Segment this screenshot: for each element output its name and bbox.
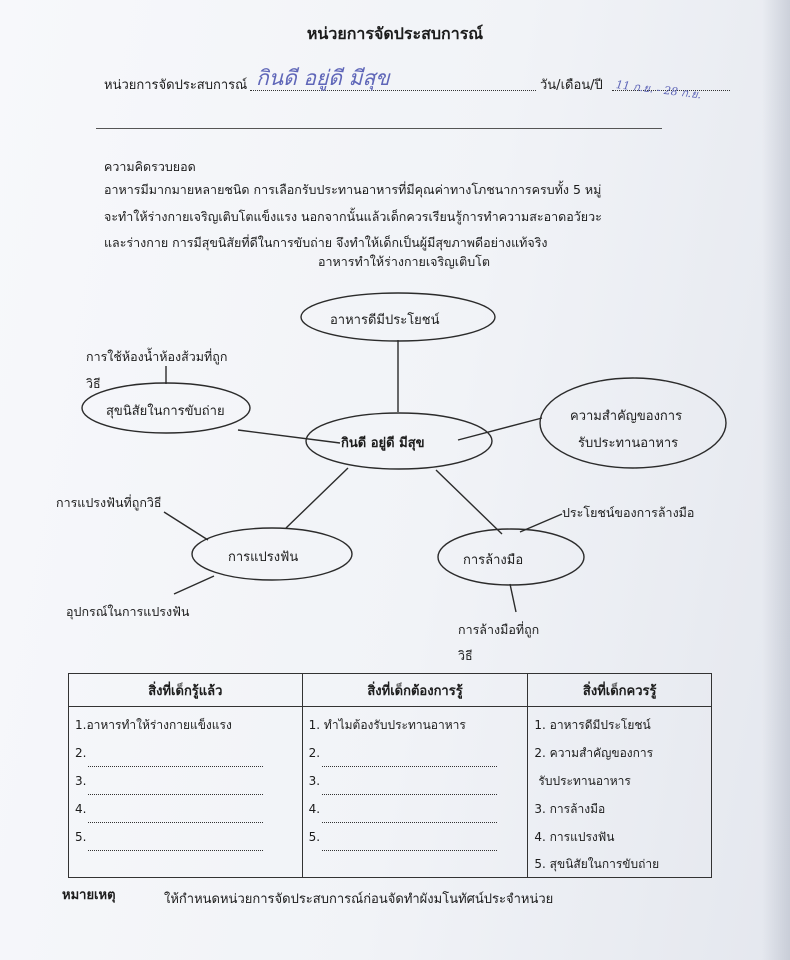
- table-header-row: [69, 674, 712, 707]
- page-title: หน่วยการจัดประสบการณ์: [306, 24, 484, 43]
- left-leaf-line-1: การใช้ห้องน้ำห้องส้วมที่ถูก: [86, 349, 228, 364]
- center-node-label: กินดี อยู่ดี มีสุข: [341, 436, 425, 451]
- note-label: หมายเหตุ: [62, 888, 116, 903]
- connector-bottom-left: [286, 468, 348, 528]
- left-leaf-line-2: วิธี: [86, 376, 101, 391]
- leaf-connector-bl-bottom: [174, 576, 214, 594]
- bottom-right-leaf-top: ประโยชน์ของการล้างมือ: [562, 505, 695, 520]
- note-text: ให้กำหนดหน่วยการจัดประสบการณ์ก่อนจัดทำผังมโนทัศน์ประจำหน่วย: [164, 892, 554, 907]
- concept-line-1: อาหารมีมากมายหลายชนิด การเลือกรับประทานอาหารที่มีคุณค่าทางโภชนาการครบทั้ง 5 หมู่: [104, 182, 602, 197]
- column-known: [69, 707, 303, 878]
- list-item: 2.: [69, 739, 302, 767]
- list-item: 4.: [303, 795, 528, 823]
- header-known: สิ่งที่เด็กรู้แล้ว: [69, 674, 303, 707]
- unit-handwritten-value: กินดี อยู่ดี มีสุข: [256, 66, 390, 90]
- bottom-right-node-label: การล้างมือ: [463, 553, 524, 568]
- connector-right: [458, 418, 542, 440]
- bottom-right-leaf-line-1: การล้างมือที่ถูก: [458, 622, 540, 637]
- column-should-know: [528, 707, 712, 878]
- connector-left: [238, 430, 340, 443]
- table-body-row: [69, 707, 712, 878]
- column-want-to-know: [302, 707, 528, 878]
- concept-heading: ความคิดรวบยอด: [104, 159, 196, 174]
- list-item: รับประทานอาหาร: [538, 774, 631, 788]
- list-item: 5. สุขนิสัยในการขับถ่าย: [534, 857, 660, 871]
- list-item: 1. อาหารดีมีประโยชน์: [534, 718, 651, 732]
- right-node-line-2: รับประทานอาหาร: [578, 436, 679, 451]
- list-item: 1.อาหารทำให้ร่างกายแข็งแรง: [75, 718, 232, 732]
- kwl-table: [68, 673, 712, 878]
- date-handwritten-value: 11 ก.ย. - 28 ก.ย.: [615, 78, 702, 102]
- right-node-line-1: ความสำคัญของการ: [570, 409, 683, 424]
- list-item: 5.: [69, 823, 302, 851]
- bottom-left-leaf-bottom: อุปกรณ์ในการแปรงฟัน: [66, 604, 190, 619]
- header-want-to-know: สิ่งที่เด็กต้องการรู้: [302, 674, 528, 707]
- list-item: 1. ทำไมต้องรับประทานอาหาร: [308, 718, 466, 732]
- header-should-know: สิ่งที่เด็กควรรู้: [528, 674, 712, 707]
- unit-label: หน่วยการจัดประสบการณ์: [104, 78, 248, 93]
- bottom-left-leaf-top: การแปรงฟันที่ถูกวิธี: [56, 495, 162, 510]
- list-item: 5.: [303, 823, 528, 851]
- leaf-connector-bl-top: [164, 512, 208, 540]
- concept-line-3: และร่างกาย การมีสุขนิสัยที่ดีในการขับถ่าย จึงทำให้เด็กเป็นผู้มีสุขภาพดีอย่างแท้จริง: [104, 235, 548, 250]
- bottom-right-leaf-line-2: วิธี: [458, 648, 473, 663]
- connector-bottom-right: [436, 470, 502, 534]
- list-item: 3. การล้างมือ: [534, 802, 606, 816]
- left-node-label: สุขนิสัยในการขับถ่าย: [106, 404, 225, 419]
- list-item: 3.: [303, 767, 528, 795]
- list-item: 2.: [303, 739, 528, 767]
- concept-line-2: จะทำให้ร่างกายเจริญเติบโตแข็งแรง นอกจากนั้นแล้วเด็กควรเรียนรู้การทำความสะอาดอวัยวะ: [104, 209, 602, 224]
- list-item: 4.: [69, 795, 302, 823]
- list-item: 3.: [69, 767, 302, 795]
- list-item: 4. การแปรงฟัน: [534, 830, 615, 844]
- leaf-connector-br-bottom: [510, 584, 516, 612]
- list-item: 2. ความสำคัญของการ: [534, 746, 654, 760]
- bottom-left-node-label: การแปรงฟัน: [228, 550, 299, 565]
- top-node-label: อาหารดีมีประโยชน์: [330, 313, 440, 328]
- top-leaf: อาหารทำให้ร่างกายเจริญเติบโต: [318, 254, 490, 269]
- date-label: วัน/เดือน/ปี: [540, 78, 603, 93]
